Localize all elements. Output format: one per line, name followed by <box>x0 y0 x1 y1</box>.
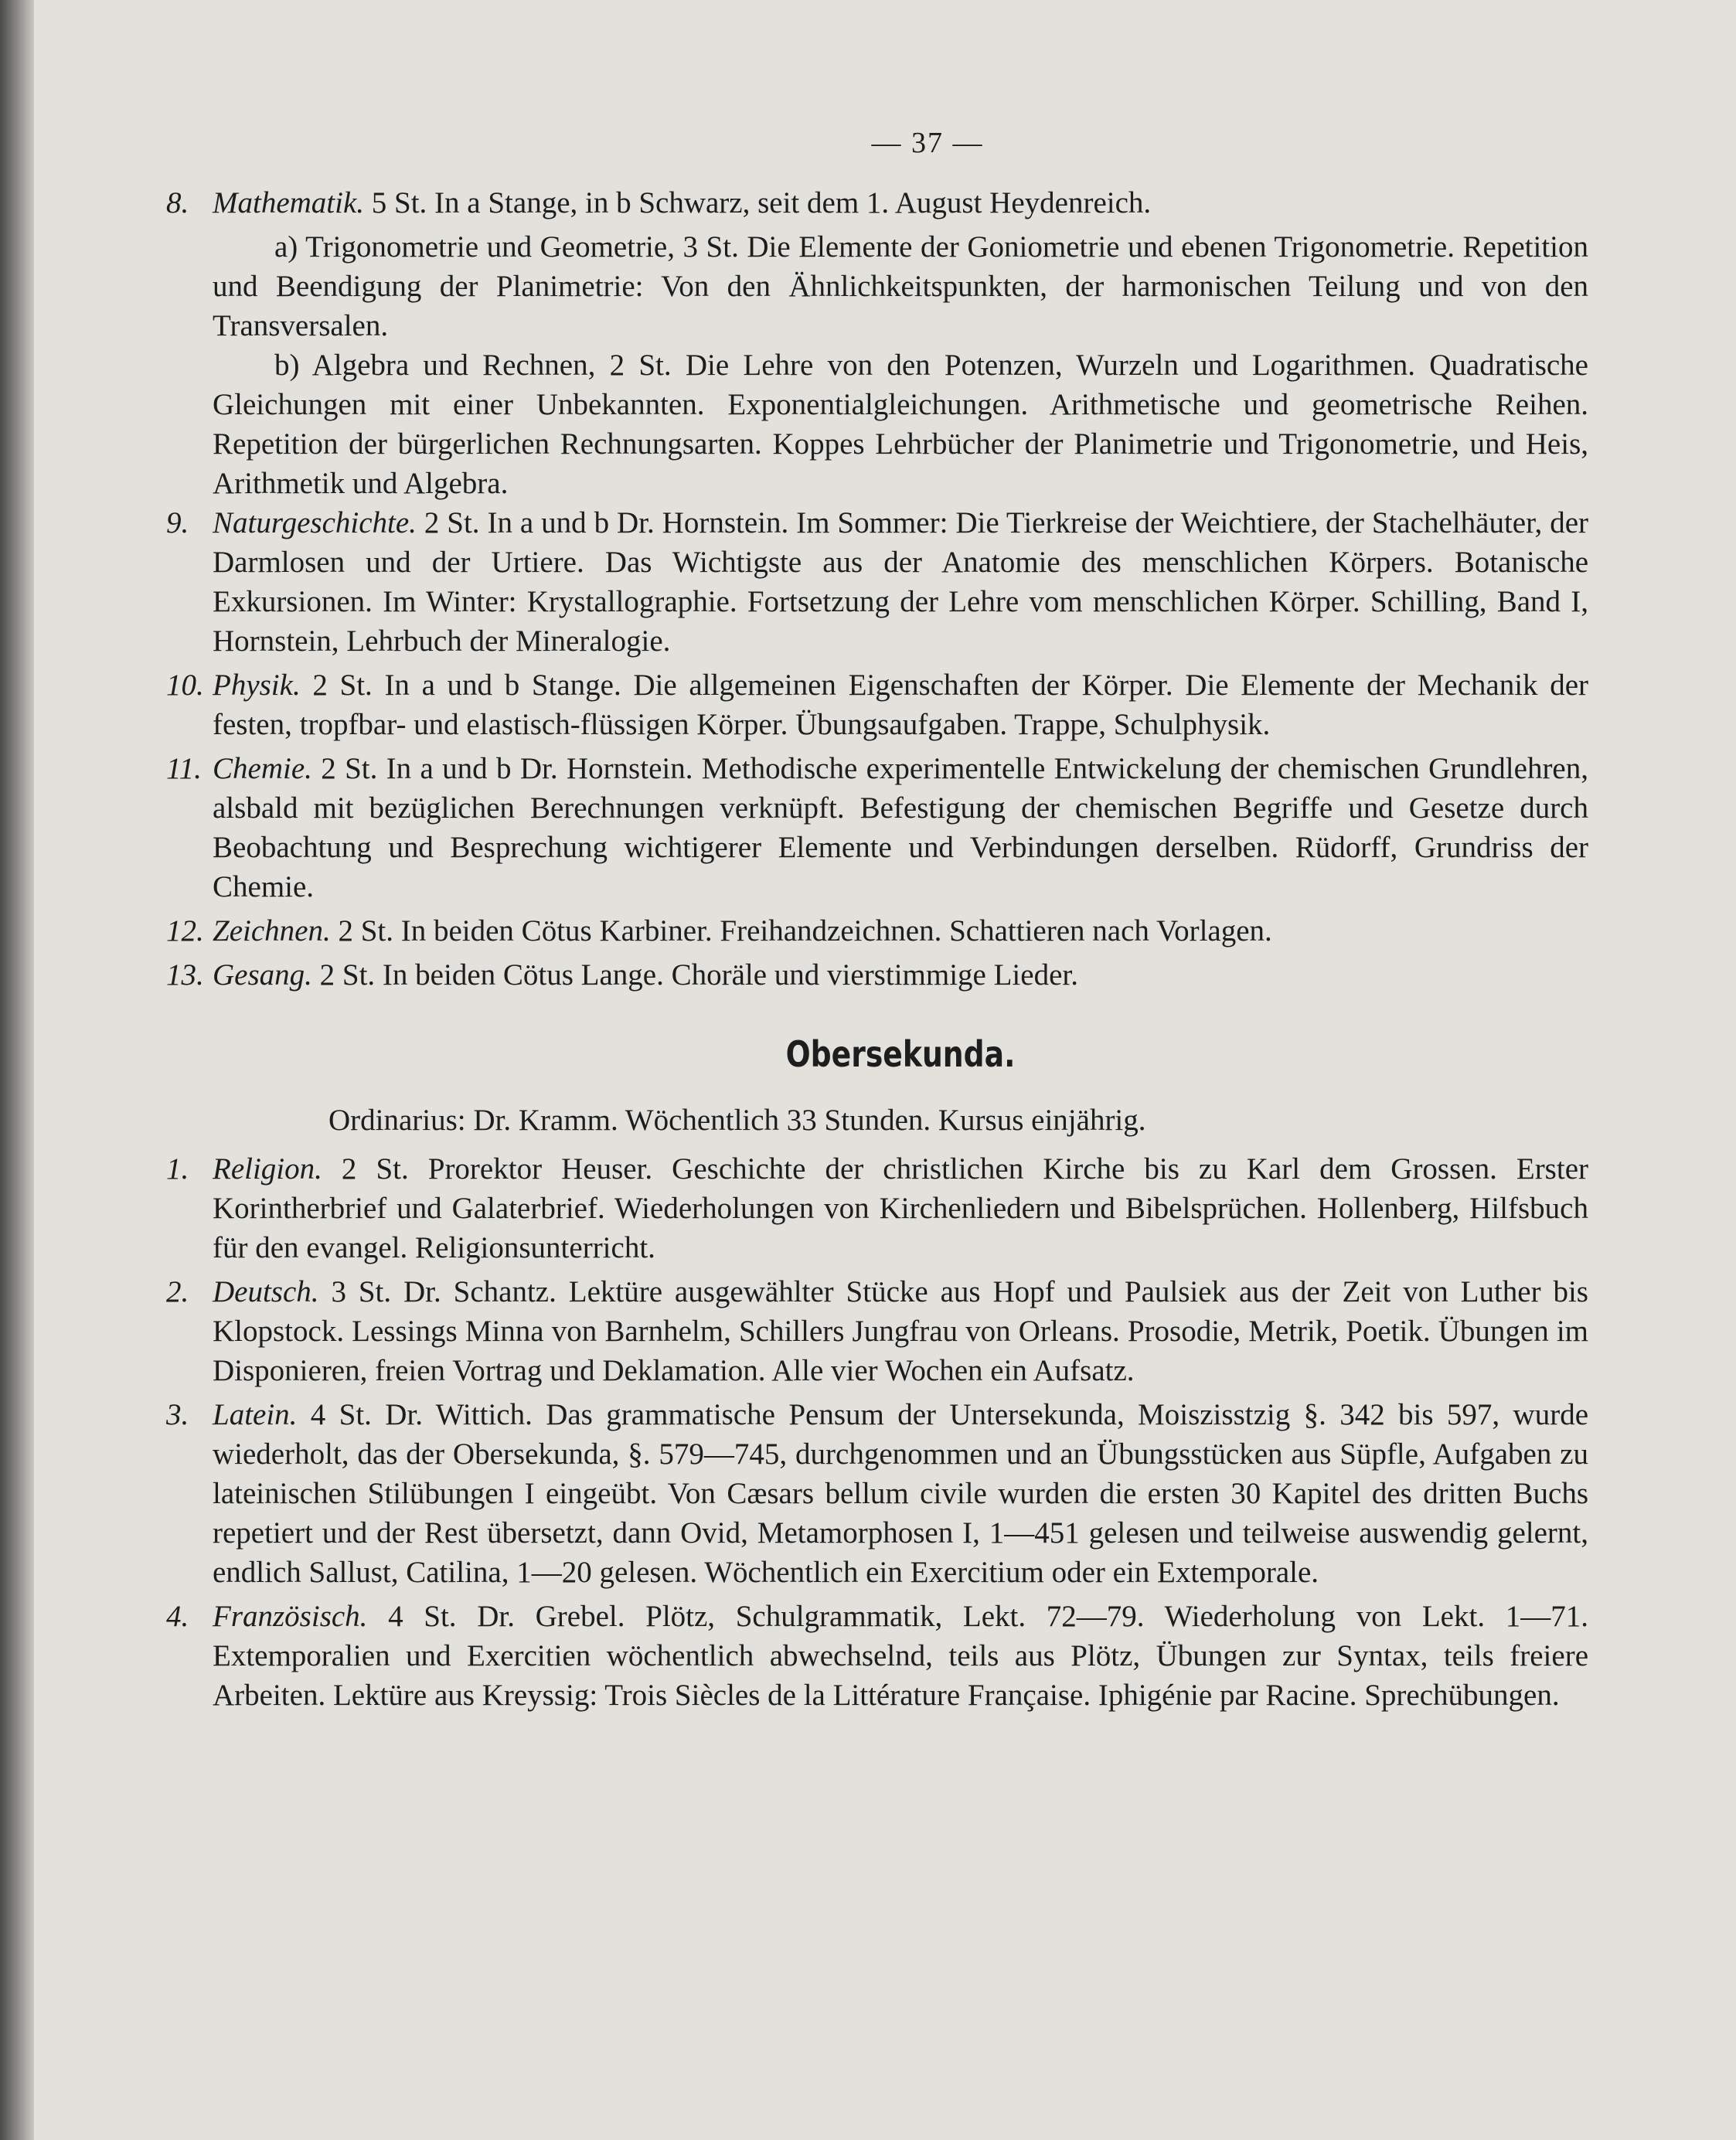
subject-name: Mathematik. <box>213 186 365 219</box>
entry-text: 2 St. In beiden Cötus Karbiner. Freihandzeichnen. Schattieren nach Vorlagen. <box>330 914 1272 948</box>
entry-paragraph: b) Algebra und Rechnen, 2 St. Die Lehre von den Potenzen, Wurzeln und Logarithmen. Quadratische Gleichungen mit einer Unbekannten. Exponentialgleichungen. Arithmetische und geometrische Reihen. Repetition der bürgerlichen Rechnungsarten. Koppes Lehrbücher der Planimetrie und Trigonometrie, und Heis, Arithmetik und Algebra. <box>213 349 1588 500</box>
subject-entry <box>166 911 1588 951</box>
section-heading: Obersekunda. <box>785 1033 1016 1075</box>
page-number: — 37 — <box>871 127 984 159</box>
entry-text: 2 St. In a und b Stange. Die allgemeinen Eigenschaften der Körper. Die Elemente der Mechanik der festen, tropfbar- und elastisch-flüssigen Körper. Übungsaufgaben. Trappe, Schulphysik. <box>213 669 1588 741</box>
subject-entry <box>166 955 1588 995</box>
entry-number: 1. <box>166 1152 189 1186</box>
entry-paragraph: a) Trigonometrie und Geometrie, 3 St. Die Elemente der Goniometrie und ebenen Trigonometrie. Repetition und Beendigung der Planimetrie: Von den Ähnlichkeitspunkten, der harmonischen Teilung und von den Transversalen. <box>213 230 1588 342</box>
subject-name: Physik. <box>213 669 301 702</box>
subject-entry <box>166 503 1588 661</box>
entry-text: 2 St. In beiden Cötus Lange. Choräle und vierstimmige Lieder. <box>311 958 1078 992</box>
entry-text: 4 St. Dr. Grebel. Plötz, Schulgrammatik, Lekt. 72—79. Wiederholung von Lekt. 1—71. Extemporalien und Exercitien wöchentlich abwechselnd, teils aus Plötz, Übungen zur Syntax, teils freiere Arbeiten. Lektüre aus Kreyssig: Trois Siècles de la Littérature Française. Iphigénie par Racine. Sprechübungen. <box>213 1600 1588 1712</box>
entry-number: 12. <box>166 914 204 948</box>
subject-name: Chemie. <box>213 752 312 785</box>
entry-number: 9. <box>166 506 189 539</box>
entry-text: 2 St. In a und b Dr. Hornstein. Im Sommer: Die Tierkreise der Weichtiere, der Stachelhäuter, der Darmlosen und der Urtiere. Das Wichtigste aus der Anatomie des menschlichen Körpers. Botanische Exkursionen. Im Winter: Krystallographie. Fortsetzung der Lehre vom menschlichen Körper. Schilling, Band I, Hornstein, Lehrbuch der Mineralogie. <box>213 506 1588 658</box>
subject-name: Gesang. <box>213 958 312 992</box>
subject-entry <box>166 1395 1588 1592</box>
subject-entry <box>166 1272 1588 1390</box>
entry-number: 2. <box>166 1275 189 1308</box>
document-page <box>166 124 1588 1720</box>
entry-text: 5 St. In a Stange, in b Schwarz, seit dem 1. August Heydenreich. <box>364 186 1152 219</box>
subject-entry <box>166 1597 1588 1715</box>
entry-number: 4. <box>166 1600 189 1633</box>
entry-text: 2 St. In a und b Dr. Hornstein. Methodische experimentelle Entwickelung der chemischen Grundlehren, alsbald mit bezüglichen Berechnungen verknüpft. Befestigung der chemischen Begriffe und Gesetze durch Beobachtung und Besprechung wichtigerer Elemente und Verbindungen derselben. Rüdorff, Grundriss der Chemie. <box>213 752 1588 903</box>
ordinarius-line: Ordinarius: Dr. Kramm. Wöchentlich 33 Stunden. Kursus einjährig. <box>328 1104 1146 1137</box>
subject-entry <box>166 665 1588 744</box>
entry-number: 8. <box>166 186 189 219</box>
subject-name: Latein. <box>213 1398 298 1431</box>
entry-number: 3. <box>166 1398 189 1431</box>
entry-number: 10. <box>166 669 204 702</box>
subject-entry <box>166 183 1588 223</box>
entry-number: 11. <box>166 752 202 785</box>
subject-name: Zeichnen. <box>213 914 331 948</box>
section-obersekunda <box>166 1149 1588 1715</box>
scan-edge <box>0 0 34 2140</box>
entry-text: 2 St. Prorektor Heuser. Geschichte der christlichen Kirche bis zu Karl dem Grossen. Erster Korintherbrief und Galaterbrief. Wiederholungen von Kirchenliedern und Bibelsprüchen. Hollenberg, Hilfsbuch für den evangel. Religionsunterricht. <box>213 1152 1588 1264</box>
subject-name: Naturgeschichte. <box>213 506 417 539</box>
subject-name: Deutsch. <box>213 1275 319 1308</box>
subject-entry <box>166 749 1588 907</box>
entry-number: 13. <box>166 958 204 992</box>
subject-name: Religion. <box>213 1152 322 1186</box>
subject-entry <box>166 1149 1588 1267</box>
entry-text: 3 St. Dr. Schantz. Lektüre ausgewählter Stücke aus Hopf und Paulsiek aus der Zeit von Luther bis Klopstock. Lessings Minna von Barnhelm, Schillers Jungfrau von Orleans. Prosodie, Metrik, Poetik. Übungen im Disponieren, freien Vortrag und Deklamation. Alle vier Wochen ein Aufsatz. <box>213 1275 1588 1387</box>
subject-name: Französisch. <box>213 1600 368 1633</box>
section-untersekunda-continued <box>166 183 1588 995</box>
entry-text: 4 St. Dr. Wittich. Das grammatische Pensum der Untersekunda, Moiszisstzig §. 342 bis 597, wurde wiederholt, das der Obersekunda, §. 579—745, durchgenommen und an Übungsstücken aus Süpfle, Aufgaben zu lateinischen Stilübungen I eingeübt. Von Cæsars bellum civile wurden die ersten 30 Kapitel des dritten Buchs repetiert und der Rest übersetzt, dann Ovid, Metamorphosen I, 1—451 gelesen und teilweise auswendig gelernt, endlich Sallust, Catilina, 1—20 gelesen. Wöchentlich ein Exercitium oder ein Extemporale. <box>213 1398 1588 1589</box>
